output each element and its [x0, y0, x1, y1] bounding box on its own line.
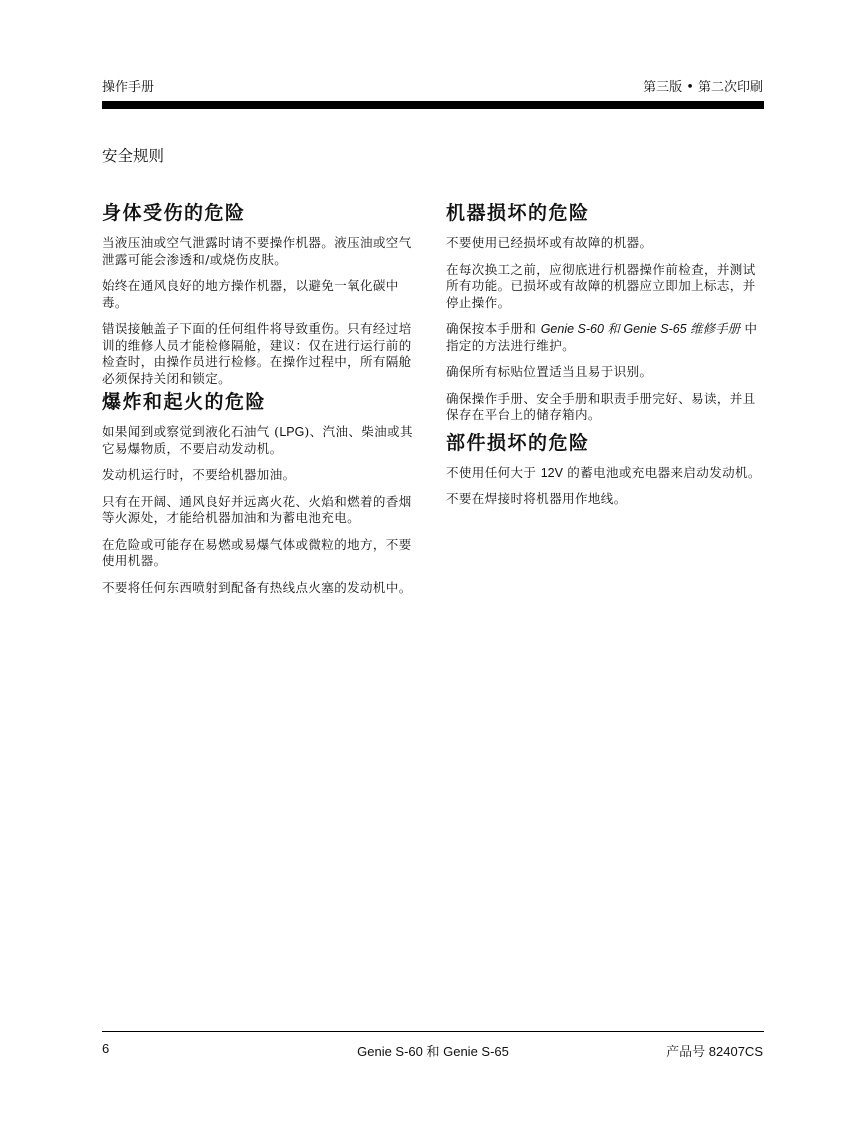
component-paragraph-1 [446, 465, 766, 482]
explosion-p1-text-c: )、汽油、柴油或其它易爆物质，不要启动发动机。 [102, 424, 413, 456]
explosion-p1-text-a: 如果闻到或察觉到液化石油气 ( [102, 424, 280, 439]
header-manual-title: 操作手册 [102, 80, 155, 95]
injury-hazard-heading: 身体受伤的危险 [102, 202, 246, 224]
left-column [102, 200, 422, 606]
lpg-label: LPG [279, 425, 305, 439]
header-edition: 第三版 • 第二次印刷 [643, 80, 763, 95]
machine-p3-text-a: 确保按本手册和 [446, 321, 541, 336]
footer-model: Genie S-60 和 Genie S-65 [357, 1044, 509, 1059]
machine-paragraph-5: 确保操作手册、安全手册和职责手册完好、易读，并且保存在平台上的储存箱内。 [446, 390, 756, 422]
injury-paragraph-3: 错误接触盖子下面的任何组件将导致重伤。只有经过培训的维修人员才能检修隔舱，建议：仅在进行运行前的检查时，由操作员进行检修。在操作过程中，所有隔舱必须保持关闭和锁定。 [102, 321, 412, 386]
header-rule [102, 101, 764, 109]
section-title: 安全规则 [102, 147, 165, 165]
explosion-paragraph-2: 发动机运行时，不要给机器加油。 [102, 467, 296, 482]
right-column [446, 200, 766, 518]
machine-paragraph-4: 确保所有标贴位置适当且易于识别。 [446, 364, 653, 379]
explosion-paragraph-4: 在危险或可能存在易燃或易爆气体或微粒的地方，不要使用机器。 [102, 536, 412, 568]
component-p1-text-c: 的蓄电池或充电器来启动发动机。 [562, 464, 761, 480]
injury-paragraph-2: 始终在通风良好的地方操作机器，以避免一氧化碳中毒。 [102, 278, 399, 310]
explosion-paragraph-3: 只有在开阔、通风良好并远离火花、火焰和燃着的香烟等火源处，才能给机器加油和为蓄电池充电。 [102, 493, 412, 525]
component-p1-text-a: 不使用任何大于 [446, 464, 541, 480]
machine-paragraph-1: 不要使用已经损坏或有故障的机器。 [446, 235, 653, 250]
machine-damage-heading: 机器损坏的危险 [446, 202, 590, 224]
service-manual-reference: Genie S-60 和 Genie S-65 维修手册 [540, 322, 741, 336]
injury-paragraph-1: 当液压油或空气泄露时请不要操作机器。液压油或空气泄露可能会渗透和/或烧伤皮肤。 [102, 235, 412, 267]
explosion-paragraph-5: 不要将任何东西喷射到配备有热线点火塞的发动机中。 [102, 579, 412, 595]
explosion-hazard-heading: 爆炸和起火的危险 [102, 391, 267, 413]
machine-p3-text-c: 中指定的方法进行维护。 [446, 321, 758, 353]
explosion-paragraph-1 [102, 424, 422, 457]
component-paragraph-2: 不要在焊接时将机器用作地线。 [446, 491, 627, 506]
footer-part-number: 产品号 82407CS [666, 1044, 763, 1059]
page-number: 6 [102, 1041, 110, 1056]
voltage-label: 12V [540, 465, 563, 480]
footer-rule [102, 1031, 764, 1032]
machine-paragraph-2: 在每次换工之前，应彻底进行机器操作前检查，并测试所有功能。已损坏或有故障的机器应立即加上标志，并停止操作。 [446, 261, 756, 310]
component-damage-heading: 部件损坏的危险 [446, 431, 590, 454]
machine-paragraph-3 [446, 321, 766, 354]
